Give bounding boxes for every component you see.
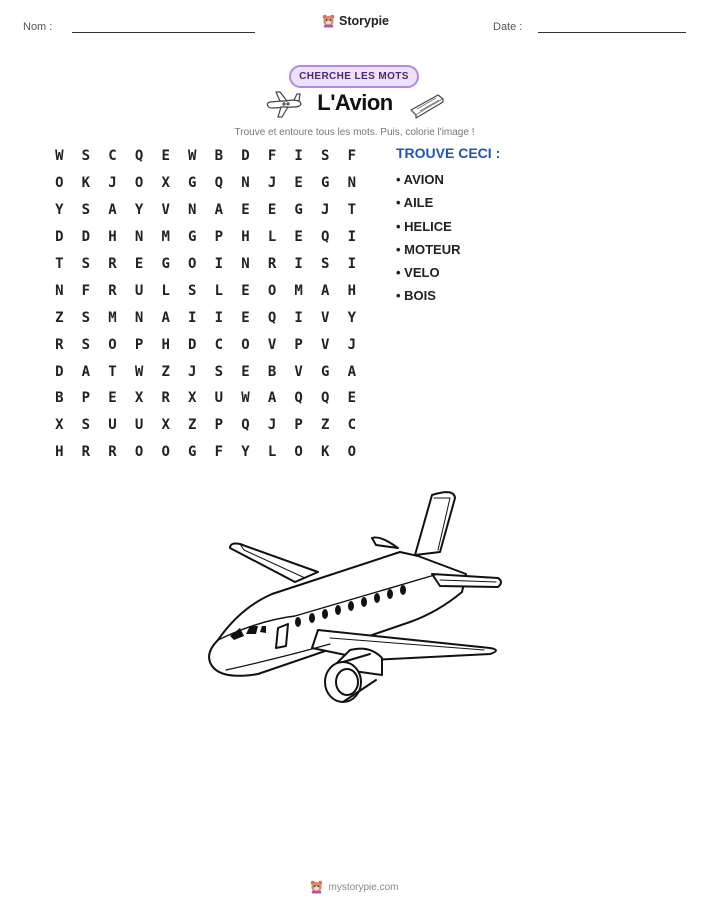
grid-cell: N — [241, 175, 250, 192]
grid-cell: D — [55, 363, 64, 380]
grid-cell: D — [81, 229, 91, 246]
word-list-title: TROUVE CECI : — [396, 145, 501, 161]
grid-cell: O — [108, 336, 117, 353]
grid-cell: O — [188, 256, 197, 272]
grid-cell: E — [134, 256, 144, 272]
grid-cell: S — [321, 256, 330, 272]
grid-cell: A — [214, 202, 224, 219]
grid-cell: V — [161, 202, 170, 219]
word-search-grid — [46, 143, 365, 466]
grid-cell: S — [81, 202, 91, 219]
grid-cell: O — [55, 175, 64, 192]
word-item: • HELICE — [396, 218, 452, 234]
grid-cell: T — [347, 202, 357, 219]
grid-cell: J — [188, 363, 197, 380]
grid-cell: N — [241, 256, 250, 272]
grid-cell: S — [321, 148, 330, 165]
brand-logo — [322, 14, 389, 28]
grid-cell: A — [161, 309, 170, 326]
bear-icon — [310, 880, 323, 894]
small-plane-icon — [264, 90, 304, 120]
grid-cell: W — [188, 148, 197, 165]
grid-cell: Q — [294, 390, 303, 407]
grid-cell: S — [81, 417, 91, 434]
grid-cell: N — [55, 282, 64, 299]
grid-cell: N — [134, 309, 144, 326]
grid-cell: Q — [241, 417, 250, 434]
grid-cell: E — [294, 229, 303, 246]
grid-cell: Y — [134, 202, 144, 219]
grid-cell: D — [241, 148, 250, 165]
grid-cell: J — [347, 336, 357, 353]
grid-cell: J — [321, 202, 330, 219]
grid-cell: I — [294, 309, 303, 326]
grid-cell: R — [267, 256, 277, 272]
grid-cell: I — [347, 229, 357, 246]
grid-cell: B — [214, 148, 224, 165]
brand-name: Storypie — [339, 14, 390, 28]
grid-cell: A — [108, 202, 117, 219]
grid-cell: W — [134, 363, 144, 380]
grid-cell: H — [347, 282, 357, 299]
grid-cell: D — [188, 336, 197, 353]
grid-cell: F — [267, 148, 277, 165]
grid-cell: W — [241, 390, 250, 407]
grid-cell: G — [188, 444, 197, 461]
grid-cell: J — [267, 417, 277, 434]
grid-cell: H — [108, 229, 117, 246]
grid-cell: S — [188, 282, 197, 299]
grid-cell: C — [108, 148, 117, 165]
grid-cell: E — [294, 175, 303, 192]
grid-cell: U — [214, 390, 224, 407]
grid-cell: Z — [188, 417, 197, 434]
grid-cell: O — [241, 336, 250, 353]
word-item: • AVION — [396, 172, 444, 187]
grid-cell: I — [214, 309, 224, 326]
grid-cell: R — [161, 390, 170, 407]
grid-cell: Z — [321, 417, 330, 434]
grid-cell: I — [294, 148, 303, 165]
grid-cell: G — [321, 175, 330, 192]
grid-cell: M — [161, 229, 170, 246]
grid-cell: G — [294, 202, 303, 219]
wood-plank-icon — [408, 90, 446, 120]
grid-cell: K — [81, 175, 91, 192]
word-item: • MOTEUR — [396, 241, 461, 257]
grid-cell: F — [214, 444, 224, 461]
word-item: • AILE — [396, 195, 434, 211]
grid-cell: E — [241, 282, 250, 299]
word-item: • BOIS — [396, 288, 436, 304]
grid-cell: B — [55, 390, 64, 407]
grid-cell: U — [108, 417, 117, 434]
page-title: L'Avion — [317, 90, 393, 115]
grid-cell: I — [214, 256, 224, 272]
grid-cell: A — [81, 363, 91, 380]
grid-cell: Q — [321, 390, 330, 407]
grid-cell: L — [214, 282, 224, 299]
grid-cell: P — [294, 417, 303, 434]
grid-cell: E — [241, 202, 250, 219]
grid-cell: Z — [161, 363, 170, 380]
grid-cell: S — [81, 148, 91, 165]
grid-cell: I — [294, 256, 303, 272]
grid-cell: V — [321, 309, 330, 326]
grid-cell: A — [347, 363, 357, 380]
grid-cell: I — [347, 256, 357, 272]
grid-cell: H — [55, 444, 64, 461]
grid-cell: R — [81, 444, 91, 461]
grid-cell: P — [214, 417, 224, 434]
grid-cell: V — [321, 336, 330, 353]
grid-cell: B — [267, 363, 277, 380]
grid-cell: Y — [241, 444, 250, 461]
grid-cell: E — [267, 202, 277, 219]
bear-icon — [322, 14, 335, 28]
grid-cell: C — [214, 336, 224, 353]
grid-cell: J — [267, 175, 277, 192]
grid-cell: E — [347, 390, 357, 407]
grid-cell: O — [134, 175, 144, 192]
grid-cell: K — [321, 444, 330, 461]
grid-cell: E — [241, 363, 250, 380]
grid-cell: O — [267, 282, 277, 299]
airplane-illustration — [200, 490, 510, 705]
grid-cell: G — [188, 229, 197, 246]
grid-cell: O — [134, 444, 144, 461]
grid-cell: O — [347, 444, 357, 461]
date-label: Date : — [493, 21, 523, 33]
grid-cell: G — [161, 256, 170, 272]
grid-cell: S — [81, 256, 91, 272]
grid-cell: S — [81, 309, 91, 326]
grid-cell: X — [161, 417, 170, 434]
grid-cell: G — [188, 175, 197, 192]
name-label: Nom : — [23, 21, 53, 33]
grid-cell: S — [214, 363, 224, 380]
name-line — [72, 32, 255, 33]
grid-cell: N — [188, 202, 197, 219]
grid-cell: C — [347, 417, 357, 434]
grid-cell: M — [108, 309, 117, 326]
grid-cell: L — [267, 444, 277, 461]
grid-cell: T — [108, 363, 117, 380]
grid-cell: Q — [134, 148, 144, 165]
grid-cell: I — [188, 309, 197, 326]
footer-site: mystorypie.com — [328, 881, 399, 893]
grid-cell: Q — [214, 175, 224, 192]
grid-cell: S — [81, 336, 91, 353]
grid-cell: M — [294, 282, 303, 299]
grid-cell: V — [294, 363, 303, 380]
grid-cell: Q — [321, 229, 330, 246]
grid-cell: F — [81, 282, 91, 299]
grid-cell: E — [241, 309, 250, 326]
grid-cell: U — [134, 282, 144, 299]
grid-cell: J — [108, 175, 117, 192]
grid-cell: P — [214, 229, 224, 246]
word-item: • VELO — [396, 265, 440, 281]
grid-cell: E — [108, 390, 117, 407]
grid-cell: X — [161, 175, 170, 192]
grid-cell: N — [347, 175, 357, 192]
grid-cell: N — [134, 229, 144, 246]
grid-cell: D — [55, 229, 64, 246]
grid-cell: X — [134, 390, 144, 407]
grid-cell: R — [108, 282, 117, 299]
grid-cell: Q — [267, 309, 277, 326]
grid-cell: Z — [55, 309, 64, 326]
grid-cell: P — [294, 336, 303, 353]
grid-cell: Y — [347, 309, 357, 326]
grid-cell: F — [347, 148, 357, 165]
date-line — [538, 32, 686, 33]
grid-cell: T — [55, 256, 64, 272]
activity-badge: CHERCHE LES MOTS — [289, 65, 419, 88]
footer — [0, 880, 709, 894]
grid-cell: X — [55, 417, 64, 434]
instructions: Trouve et entoure tous les mots. Puis, colorie l'image ! — [234, 127, 475, 138]
grid-cell: H — [161, 336, 170, 353]
grid-cell: O — [294, 444, 303, 461]
grid-cell: R — [108, 444, 117, 461]
grid-cell: V — [267, 336, 277, 353]
grid-cell: L — [161, 282, 170, 299]
grid-cell: Y — [55, 202, 64, 219]
grid-cell: W — [55, 148, 64, 165]
grid-cell: E — [161, 148, 170, 165]
word-list — [396, 170, 461, 310]
grid-cell: A — [267, 390, 277, 407]
grid-cell: P — [134, 336, 144, 353]
grid-cell: U — [134, 417, 144, 434]
grid-cell: H — [241, 229, 250, 246]
grid-cell: R — [55, 336, 64, 353]
grid-cell: X — [188, 390, 197, 407]
grid-cell: P — [81, 390, 91, 407]
grid-cell: R — [108, 256, 117, 272]
grid-cell: G — [321, 363, 330, 380]
grid-cell: O — [161, 444, 170, 461]
grid-cell: A — [321, 282, 330, 299]
grid-cell: L — [267, 229, 277, 246]
